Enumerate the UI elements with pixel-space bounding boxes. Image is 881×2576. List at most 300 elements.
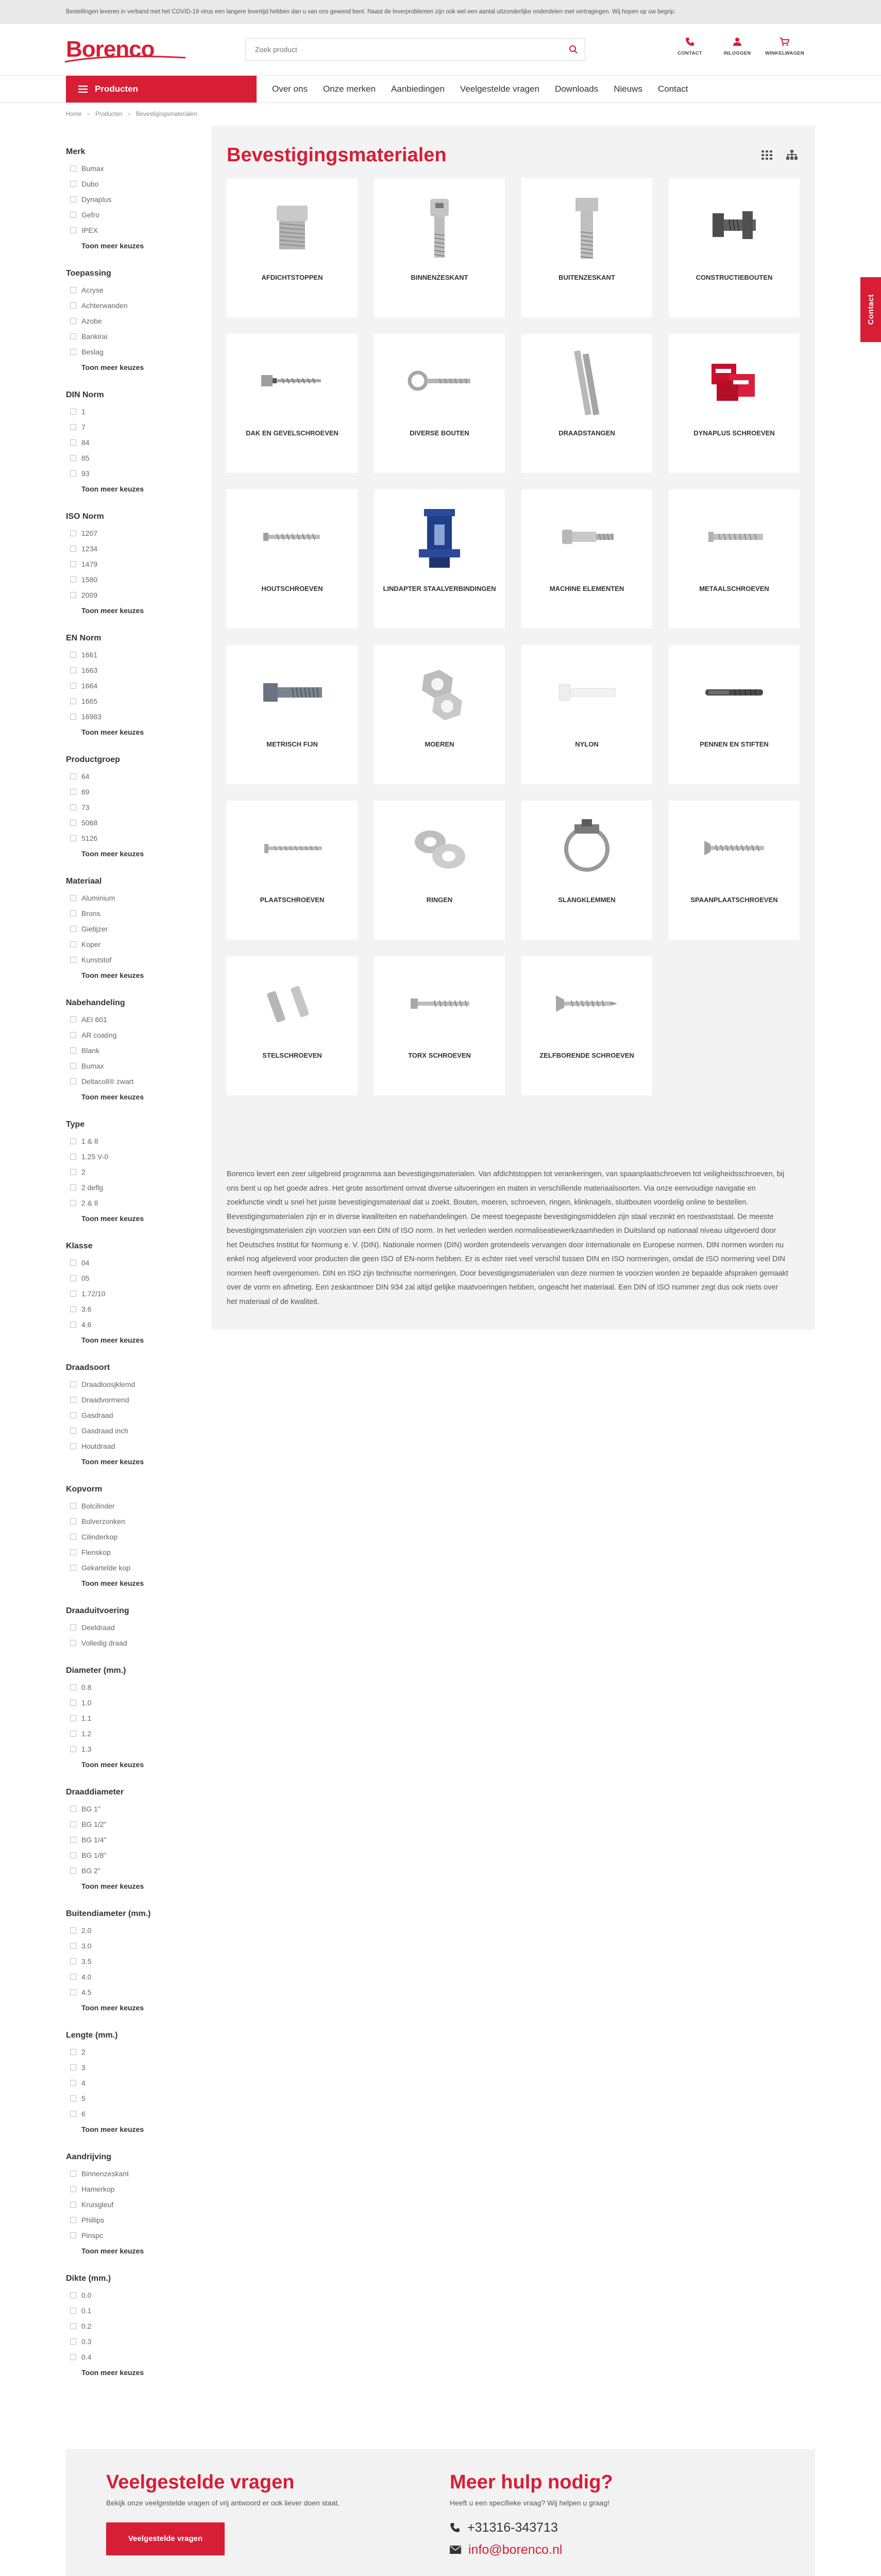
filter-option[interactable] <box>66 1695 196 1710</box>
filter-checkbox[interactable] <box>70 424 76 430</box>
filter-option[interactable] <box>66 1377 196 1392</box>
show-more-link[interactable]: Toon meer keuzes <box>81 2125 144 2133</box>
filter-checkbox[interactable] <box>70 1927 76 1934</box>
filter-checkbox[interactable] <box>70 470 76 477</box>
login-action[interactable] <box>722 37 752 56</box>
filter-option-label: 85 <box>81 454 90 462</box>
show-more-link[interactable]: Toon meer keuzes <box>81 485 144 493</box>
filter-checkbox[interactable] <box>70 1852 76 1858</box>
filter-option-label: Bankirai <box>81 332 108 341</box>
filter-option[interactable] <box>66 1620 196 1635</box>
announcement-banner <box>0 0 881 24</box>
filter-option-label: 1479 <box>81 560 98 568</box>
filter-checkbox[interactable] <box>70 1989 76 1995</box>
side-contact-tab[interactable] <box>860 277 881 342</box>
filter-option[interactable] <box>66 329 196 344</box>
filter-option[interactable] <box>66 1012 196 1027</box>
search-input[interactable] <box>246 39 562 60</box>
show-more-link[interactable]: Toon meer keuzes <box>81 606 144 615</box>
category-card[interactable] <box>669 489 800 629</box>
contact-action[interactable] <box>675 37 705 56</box>
show-more-link[interactable]: Toon meer keuzes <box>81 242 144 250</box>
filter-checkbox[interactable] <box>70 455 76 461</box>
filter-checkbox[interactable] <box>70 1260 76 1266</box>
filter-option-label: 2009 <box>81 591 98 599</box>
category-card-label: LINDAPTER STAALVERBINDINGEN <box>383 585 496 592</box>
show-more-link[interactable]: Toon meer keuzes <box>81 1882 144 1890</box>
category-card[interactable] <box>227 956 358 1095</box>
filter-option[interactable] <box>66 1969 196 1985</box>
filter-option[interactable] <box>66 1438 196 1454</box>
filter-option[interactable] <box>66 404 196 419</box>
category-card[interactable] <box>227 489 358 629</box>
filter-checkbox[interactable] <box>70 1837 76 1843</box>
filter-option[interactable] <box>66 2106 196 2122</box>
filter-option[interactable] <box>66 2318 196 2334</box>
filter-option[interactable] <box>66 1801 196 1817</box>
filter-option[interactable] <box>66 2181 196 2197</box>
filter-option[interactable] <box>66 1317 196 1332</box>
filter-option[interactable] <box>66 921 196 937</box>
filter-option[interactable] <box>66 2091 196 2106</box>
category-card[interactable] <box>669 178 800 317</box>
filter-option[interactable] <box>66 1832 196 1848</box>
filter-option-label: 1580 <box>81 575 98 584</box>
filter-checkbox[interactable] <box>70 1565 76 1571</box>
filter-option[interactable] <box>66 1635 196 1651</box>
filter-checkbox[interactable] <box>70 1063 76 1069</box>
filter-checkbox[interactable] <box>70 1443 76 1449</box>
filter-checkbox[interactable] <box>70 2308 76 2314</box>
filter-option[interactable] <box>66 1498 196 1514</box>
filter-checkbox[interactable] <box>70 2186 76 2192</box>
filter-checkbox[interactable] <box>70 1154 76 1160</box>
category-card[interactable] <box>227 645 358 784</box>
filter-checkbox[interactable] <box>70 212 76 218</box>
filter-option[interactable] <box>66 419 196 435</box>
filter-title: Toepassing <box>66 269 111 278</box>
filter-option[interactable] <box>66 1848 196 1863</box>
filter-option[interactable] <box>66 572 196 587</box>
filter-checkbox[interactable] <box>70 1138 76 1144</box>
filter-option[interactable] <box>66 282 196 298</box>
filter-checkbox[interactable] <box>70 1974 76 1980</box>
filter-option-label: Kunststof <box>81 956 112 964</box>
filter-option[interactable] <box>66 1423 196 1438</box>
filter-checkbox[interactable] <box>70 227 76 233</box>
category-card[interactable] <box>521 489 652 629</box>
category-card[interactable] <box>521 334 652 473</box>
filter-option[interactable] <box>66 1392 196 1408</box>
filter-group <box>66 269 196 375</box>
filter-checkbox[interactable] <box>70 181 76 187</box>
filter-option[interactable] <box>66 1270 196 1286</box>
filter-checkbox[interactable] <box>70 1684 76 1690</box>
show-more-link[interactable]: Toon meer keuzes <box>81 2004 144 2012</box>
metal-screw-icon <box>698 504 770 573</box>
category-card[interactable] <box>521 178 652 317</box>
filter-option[interactable] <box>66 1286 196 1301</box>
filter-option[interactable] <box>66 1938 196 1954</box>
breadcrumb-products[interactable]: Producten <box>95 111 123 117</box>
filter-checkbox[interactable] <box>70 1078 76 1084</box>
filter-option[interactable] <box>66 1863 196 1878</box>
filter-checkbox[interactable] <box>70 2217 76 2223</box>
filter-checkbox[interactable] <box>70 1549 76 1555</box>
filter-checkbox[interactable] <box>70 683 76 689</box>
filter-checkbox[interactable] <box>70 1200 76 1206</box>
filter-option[interactable] <box>66 1923 196 1938</box>
filter-checkbox[interactable] <box>70 652 76 658</box>
filter-option[interactable] <box>66 800 196 815</box>
help-email-row[interactable] <box>450 2543 815 2557</box>
chipboard-screw-icon <box>698 815 770 884</box>
filter-checkbox[interactable] <box>70 804 76 810</box>
filter-checkbox[interactable] <box>70 1047 76 1054</box>
filter-option[interactable] <box>66 2044 196 2060</box>
tree-view-icon[interactable] <box>786 150 798 160</box>
filter-option[interactable] <box>66 890 196 906</box>
nav-link-over-ons[interactable]: Over ons <box>272 84 308 94</box>
category-card[interactable] <box>374 178 505 317</box>
filter-option-label: Pinspc <box>81 2231 104 2240</box>
category-card[interactable] <box>227 178 358 317</box>
filter-title: ISO Norm <box>66 512 104 521</box>
filter-checkbox[interactable] <box>70 1821 76 1827</box>
filter-option[interactable] <box>66 1133 196 1149</box>
filter-option-label: Bolcilinder <box>81 1502 115 1510</box>
filter-option[interactable] <box>66 1985 196 2000</box>
filter-checkbox[interactable] <box>70 1700 76 1706</box>
filter-option[interactable] <box>66 2212 196 2228</box>
breadcrumb-home[interactable]: Home <box>66 111 82 117</box>
filter-option[interactable] <box>66 1058 196 1074</box>
show-more-link[interactable]: Toon meer keuzes <box>81 728 144 736</box>
filter-checkbox[interactable] <box>70 1624 76 1631</box>
filter-checkbox[interactable] <box>70 1412 76 1418</box>
category-card[interactable] <box>669 645 800 784</box>
filter-checkbox[interactable] <box>70 1275 76 1281</box>
filter-title: Klasse <box>66 1242 93 1250</box>
filter-option[interactable] <box>66 1710 196 1726</box>
filter-checkbox[interactable] <box>70 333 76 340</box>
filter-option-label: 69 <box>81 788 90 796</box>
show-more-link[interactable]: Toon meer keuzes <box>81 1579 144 1587</box>
filter-checkbox[interactable] <box>70 546 76 552</box>
faq-title: Veelgestelde vragen <box>106 2471 295 2493</box>
help-phone[interactable]: +31316-343713 <box>467 2520 558 2535</box>
cart-action[interactable] <box>765 37 805 56</box>
nav-link-onze-merken[interactable]: Onze merken <box>323 84 376 94</box>
filter-option[interactable] <box>66 1514 196 1529</box>
filter-option[interactable] <box>66 769 196 784</box>
filter-checkbox[interactable] <box>70 1806 76 1812</box>
show-more-link[interactable]: Toon meer keuzes <box>81 2368 144 2377</box>
filter-option[interactable] <box>66 1180 196 1195</box>
filter-option[interactable] <box>66 663 196 678</box>
filter-checkbox[interactable] <box>70 2080 76 2086</box>
show-more-link[interactable]: Toon meer keuzes <box>81 1214 144 1223</box>
filter-option[interactable] <box>66 693 196 709</box>
filter-option-label: Volledig draad <box>81 1639 127 1647</box>
filter-checkbox[interactable] <box>70 2292 76 2298</box>
filter-checkbox[interactable] <box>70 835 76 841</box>
filter-checkbox[interactable] <box>70 2338 76 2345</box>
filter-checkbox[interactable] <box>70 926 76 932</box>
category-card[interactable] <box>521 956 652 1095</box>
help-phone-row[interactable] <box>450 2520 815 2535</box>
filter-option-label: Azobe <box>81 317 102 325</box>
filter-checkbox[interactable] <box>70 530 76 536</box>
filter-option[interactable] <box>66 1529 196 1545</box>
search-button[interactable] <box>562 39 585 60</box>
filter-option[interactable] <box>66 784 196 800</box>
filter-checkbox[interactable] <box>70 698 76 704</box>
category-card[interactable] <box>374 956 505 1095</box>
filter-option[interactable] <box>66 2303 196 2318</box>
filter-option[interactable] <box>66 1726 196 1741</box>
filter-group <box>66 877 196 983</box>
filter-title: Dikte (mm.) <box>66 2274 111 2283</box>
filter-option-label: 1663 <box>81 666 98 674</box>
filter-checkbox[interactable] <box>70 1016 76 1023</box>
filter-checkbox[interactable] <box>70 1321 76 1328</box>
category-card[interactable] <box>521 801 652 940</box>
filter-checkbox[interactable] <box>70 1868 76 1874</box>
category-card-label: METRISCH FIJN <box>266 740 318 748</box>
filter-checkbox[interactable] <box>70 287 76 293</box>
nav-link-contact[interactable]: Contact <box>657 84 688 94</box>
filter-option[interactable] <box>66 1545 196 1560</box>
filter-checkbox[interactable] <box>70 2171 76 2177</box>
filter-option[interactable] <box>66 831 196 846</box>
filter-option[interactable] <box>66 526 196 541</box>
filter-group <box>66 2274 196 2380</box>
filter-option[interactable] <box>66 1164 196 1180</box>
filter-option[interactable] <box>66 1817 196 1832</box>
filter-option[interactable] <box>66 435 196 450</box>
filter-option[interactable] <box>66 937 196 952</box>
filter-option[interactable] <box>66 1027 196 1043</box>
show-more-link[interactable]: Toon meer keuzes <box>81 1336 144 1344</box>
filter-option[interactable] <box>66 466 196 481</box>
category-card[interactable] <box>374 334 505 473</box>
filter-checkbox[interactable] <box>70 2232 76 2239</box>
filter-option[interactable] <box>66 1741 196 1757</box>
filter-checkbox[interactable] <box>70 1715 76 1721</box>
filter-checkbox[interactable] <box>70 318 76 324</box>
show-more-link[interactable]: Toon meer keuzes <box>81 1458 144 1466</box>
logo[interactable] <box>66 34 190 65</box>
filter-option[interactable] <box>66 709 196 724</box>
category-card[interactable] <box>669 801 800 940</box>
filter-group <box>66 2031 196 2137</box>
filter-option[interactable] <box>66 2197 196 2212</box>
filter-group <box>66 634 196 740</box>
filter-checkbox[interactable] <box>70 1169 76 1175</box>
filter-option-label: 0.1 <box>81 2307 92 2315</box>
filter-option-label: BG 1/8" <box>81 1851 107 1859</box>
filter-option-label: 4.0 <box>81 1973 92 1981</box>
category-card[interactable] <box>521 645 652 784</box>
filter-option-label: 0.8 <box>81 1683 92 1691</box>
help-email[interactable]: info@borenco.nl <box>468 2542 563 2557</box>
filter-option[interactable] <box>66 541 196 556</box>
breadcrumb-current: Bevestigingsmaterialen <box>135 111 197 117</box>
faq-button[interactable]: Veelgestelde vragen <box>106 2522 225 2555</box>
filter-checkbox[interactable] <box>70 895 76 901</box>
filter-option[interactable] <box>66 450 196 466</box>
filter-checkbox[interactable] <box>70 1291 76 1297</box>
category-card[interactable] <box>374 489 505 629</box>
filter-option[interactable] <box>66 952 196 968</box>
filter-checkbox[interactable] <box>70 409 76 415</box>
show-more-link[interactable]: Toon meer keuzes <box>81 971 144 979</box>
nav-link-downloads[interactable]: Downloads <box>555 84 599 94</box>
filter-checkbox[interactable] <box>70 2064 76 2071</box>
filter-checkbox[interactable] <box>70 1534 76 1540</box>
filter-checkbox[interactable] <box>70 1032 76 1038</box>
filter-title: Productgroep <box>66 755 120 764</box>
show-more-link[interactable]: Toon meer keuzes <box>81 2247 144 2255</box>
filter-option[interactable] <box>66 2349 196 2365</box>
filter-checkbox[interactable] <box>70 667 76 673</box>
filter-checkbox[interactable] <box>70 957 76 963</box>
filter-option[interactable] <box>66 2075 196 2091</box>
filter-option[interactable] <box>66 1043 196 1058</box>
filter-option[interactable] <box>66 2060 196 2075</box>
filter-option[interactable] <box>66 1680 196 1695</box>
filter-checkbox[interactable] <box>70 577 76 583</box>
filter-option[interactable] <box>66 556 196 572</box>
filter-option[interactable] <box>66 2287 196 2303</box>
category-card[interactable] <box>669 334 800 473</box>
filter-option-label: Hamerkop <box>81 2185 115 2193</box>
filter-option[interactable] <box>66 313 196 329</box>
filter-checkbox[interactable] <box>70 349 76 355</box>
filter-option[interactable] <box>66 1195 196 1211</box>
filter-option-label: Blank <box>81 1046 100 1055</box>
filter-option[interactable] <box>66 587 196 603</box>
filter-checkbox[interactable] <box>70 1518 76 1524</box>
filter-option[interactable] <box>66 161 196 176</box>
filter-option[interactable] <box>66 192 196 207</box>
category-card[interactable] <box>374 801 505 940</box>
filter-title: Nabehandeling <box>66 998 125 1007</box>
nav-link-nieuws[interactable]: Nieuws <box>614 84 642 94</box>
filter-checkbox[interactable] <box>70 1381 76 1387</box>
filter-option[interactable] <box>66 1149 196 1164</box>
filter-checkbox[interactable] <box>70 1943 76 1949</box>
filter-checkbox[interactable] <box>70 2111 76 2117</box>
filter-checkbox[interactable] <box>70 592 76 598</box>
filter-checkbox[interactable] <box>70 941 76 947</box>
filter-checkbox[interactable] <box>70 1397 76 1403</box>
filter-checkbox[interactable] <box>70 1428 76 1434</box>
filter-checkbox[interactable] <box>70 714 76 720</box>
category-card[interactable] <box>227 801 358 940</box>
filter-checkbox[interactable] <box>70 773 76 779</box>
filter-option[interactable] <box>66 1954 196 1969</box>
show-more-link[interactable]: Toon meer keuzes <box>81 850 144 858</box>
filter-group <box>66 998 196 1105</box>
category-card-label: STELSCHROEVEN <box>262 1052 322 1059</box>
filter-checkbox[interactable] <box>70 1306 76 1312</box>
filter-checkbox[interactable] <box>70 820 76 826</box>
filter-option[interactable] <box>66 906 196 921</box>
filter-checkbox[interactable] <box>70 1958 76 1964</box>
hamburger-icon <box>78 86 88 93</box>
filter-checkbox[interactable] <box>70 561 76 567</box>
header-actions <box>675 37 805 56</box>
filter-checkbox[interactable] <box>70 302 76 309</box>
filter-option[interactable] <box>66 2228 196 2243</box>
filter-checkbox[interactable] <box>70 196 76 202</box>
filter-option-label: 0.2 <box>81 2322 92 2330</box>
filter-option-label: 2 <box>81 2048 86 2056</box>
filter-checkbox[interactable] <box>70 439 76 446</box>
filter-checkbox[interactable] <box>70 1746 76 1752</box>
hex-bolt-icon <box>551 193 623 262</box>
filter-checkbox[interactable] <box>70 1503 76 1509</box>
category-card-label: NYLON <box>575 740 599 748</box>
category-content <box>211 126 815 1330</box>
products-menu-button[interactable] <box>66 76 257 103</box>
filter-checkbox[interactable] <box>70 1184 76 1191</box>
filter-option[interactable] <box>66 1560 196 1575</box>
category-card[interactable] <box>374 645 505 784</box>
category-card-label: DAK EN GEVELSCHROEVEN <box>246 429 338 437</box>
filter-option[interactable] <box>66 1408 196 1423</box>
nav-link-veelgestelde-vragen[interactable]: Veelgestelde vragen <box>460 84 540 94</box>
filter-option[interactable] <box>66 207 196 223</box>
cart-action-label: WINKELWAGEN <box>765 50 805 56</box>
category-card-label: ZELFBORENDE SCHROEVEN <box>539 1052 634 1059</box>
filter-checkbox[interactable] <box>70 789 76 795</box>
filter-option[interactable] <box>66 1301 196 1317</box>
filter-checkbox[interactable] <box>70 165 76 172</box>
filter-option[interactable] <box>66 298 196 313</box>
filter-option[interactable] <box>66 2334 196 2349</box>
show-more-link[interactable]: Toon meer keuzes <box>81 363 144 371</box>
filter-option[interactable] <box>66 647 196 663</box>
filter-option[interactable] <box>66 2166 196 2181</box>
filter-option[interactable] <box>66 678 196 693</box>
filter-title: Merk <box>66 147 86 156</box>
filter-option[interactable] <box>66 1255 196 1270</box>
filter-option[interactable] <box>66 1074 196 1089</box>
filter-option[interactable] <box>66 223 196 238</box>
category-card[interactable] <box>227 334 358 473</box>
filter-option-label: 5126 <box>81 834 98 842</box>
filter-checkbox[interactable] <box>70 2049 76 2055</box>
filter-checkbox[interactable] <box>70 910 76 917</box>
filter-option[interactable] <box>66 176 196 192</box>
show-more-link[interactable]: Toon meer keuzes <box>81 1093 144 1101</box>
category-card-label: MOEREN <box>425 740 454 748</box>
show-more-link[interactable]: Toon meer keuzes <box>81 1760 144 1769</box>
filter-checkbox[interactable] <box>70 1640 76 1646</box>
filter-checkbox[interactable] <box>70 2354 76 2360</box>
filter-checkbox[interactable] <box>70 2323 76 2329</box>
filter-checkbox[interactable] <box>70 1731 76 1737</box>
nav-link-aanbiedingen[interactable]: Aanbiedingen <box>391 84 445 94</box>
filter-checkbox[interactable] <box>70 2201 76 2208</box>
grid-view-icon[interactable] <box>761 150 773 160</box>
filter-option[interactable] <box>66 815 196 831</box>
filter-option[interactable] <box>66 344 196 360</box>
filter-checkbox[interactable] <box>70 2095 76 2102</box>
